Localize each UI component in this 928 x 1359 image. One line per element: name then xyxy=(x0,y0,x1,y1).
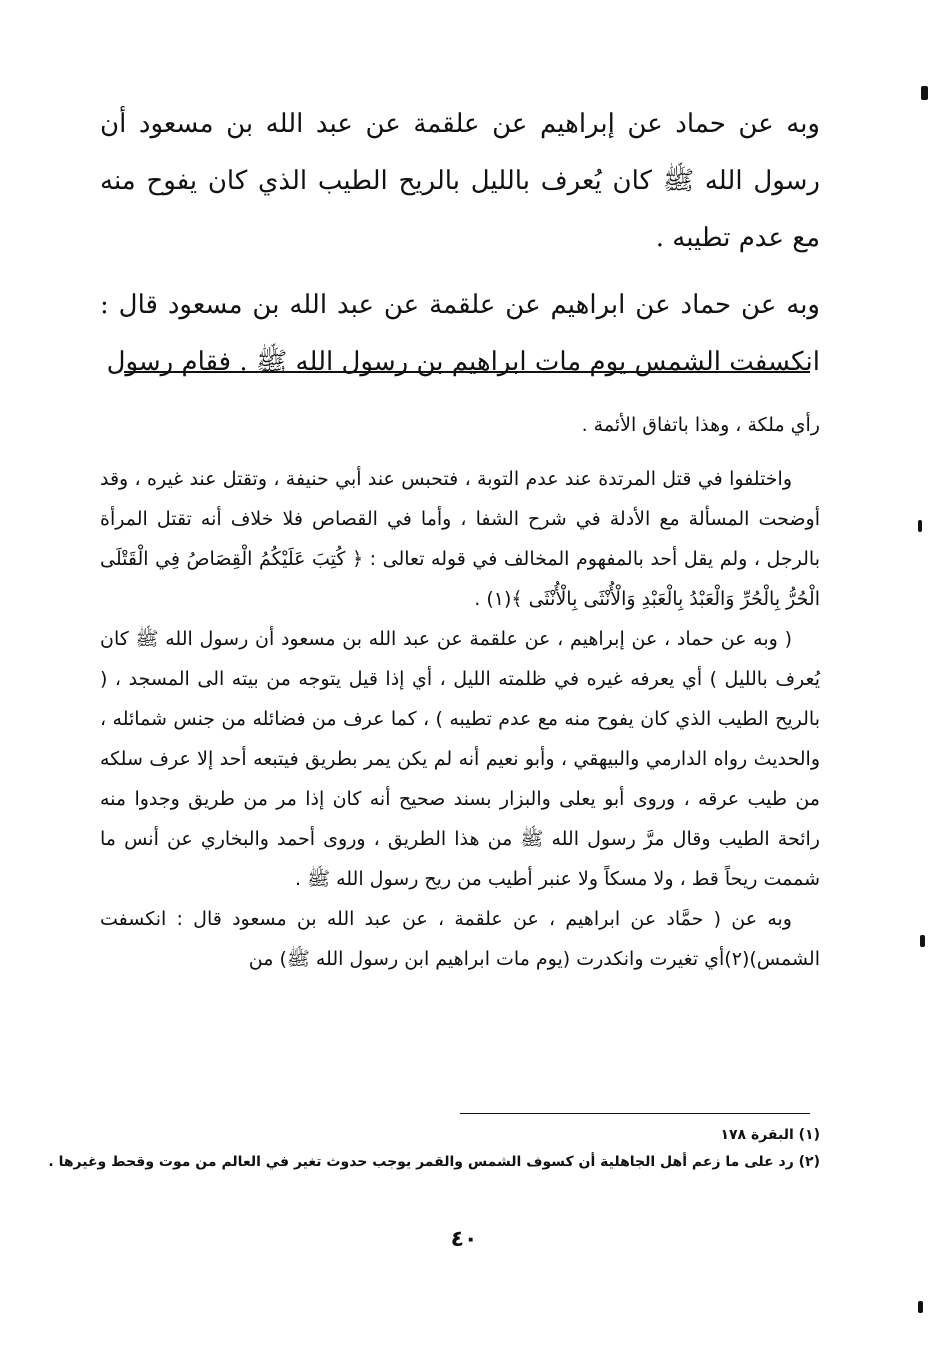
section-divider xyxy=(124,371,810,373)
footnote: (٢) رد على ما زعم أهل الجاهلية أن كسوف الشمس والقمر يوجب حدوث تغير في العالم من موت وقحط وغيرها . xyxy=(48,1154,820,1170)
page-number: ٤٠ xyxy=(450,1227,478,1252)
footnote-divider xyxy=(460,1113,810,1114)
main-hadith-text xyxy=(100,96,820,391)
commentary-paragraph: ( وبه عن حماد ، عن إبراهيم ، عن علقمة عن عبد الله بن مسعود أن رسول الله ﷺ كان يُعرف بالليل ) أي يعرفه غيره في ظلمته الليل ، أي إذا قيل يتوجه من بيته الى المسجد ، ( بالريح الطيب الذي كان يفوح منه مع عدم تطيبه ) ، كما عرف من فضائله من جنس شمائله ، والحديث رواه الدارمي والبيهقي ، وأبو نعيم أنه لم يكن يمر بطريق فيتبعه أحد إلا عرف سلكه من طيب عرقه ، وروى أبو يعلى والبزار بسند صحيح أنه كان إذا مر من طريق وجدوا منه رائحة الطيب وقال مرَّ رسول الله ﷺ من هذا الطريق ، وروى أحمد والبخاري عن أنس ما شممت ريحاً قط ، ولا مسكاً ولا عنبر أطيب من ريح رسول الله ﷺ . xyxy=(100,628,820,890)
footnote: (١) البقرة ١٧٨ xyxy=(720,1127,820,1143)
commentary-paragraph: رأي ملكة ، وهذا باتفاق الأئمة . xyxy=(581,414,820,436)
scan-edge-mark xyxy=(920,935,925,947)
commentary-paragraph: وبه عن ( حمَّاد عن ابراهيم ، عن علقمة ، عن عبد الله بن مسعود قال : انكسفت الشمس)(٢)أي تغيرت وانكدرت (يوم مات ابراهيم ابن رسول الله ﷺ) من xyxy=(100,908,820,970)
commentary-paragraph: واختلفوا في قتل المرتدة عند عدم التوبة ، فتحبس عند أبي حنيفة ، وتقتل عند غيره ، وقد أوضحت المسألة مع الأدلة في شرح الشفا ، وأما في القصاص فلا خلاف أنه تقتل المرأة بالرجل ، ولم يقل أحد بالمفهوم المخالف في قوله تعالى : ﴿ كُتِبَ عَلَيْكُمُ الْقِصَاصُ فِي الْقَتْلَى الْحُرُّ بِالْحُرِّ وَالْعَبْدُ بِالْعَبْدِ وَالْأُنْثَى بِالْأُنْثَى ﴾(١) . xyxy=(100,468,820,610)
commentary-text xyxy=(100,405,820,979)
scan-edge-mark xyxy=(918,1301,923,1313)
scan-edge-mark xyxy=(918,520,922,532)
footnotes xyxy=(48,1122,820,1176)
hadith-paragraph: وبه عن حماد عن إبراهيم عن علقمة عن عبد الله بن مسعود أن رسول الله ﷺ كان يُعرف بالليل بالريح الطيب الذي كان يفوح منه مع عدم تطيبه . xyxy=(100,109,820,253)
hadith-paragraph: وبه عن حماد عن ابراهيم عن علقمة عن عبد الله بن مسعود قال : انكسفت الشمس يوم مات ابراهيم بن رسول الله ﷺ . فقام رسول xyxy=(100,290,820,377)
scan-edge-mark xyxy=(921,86,928,100)
